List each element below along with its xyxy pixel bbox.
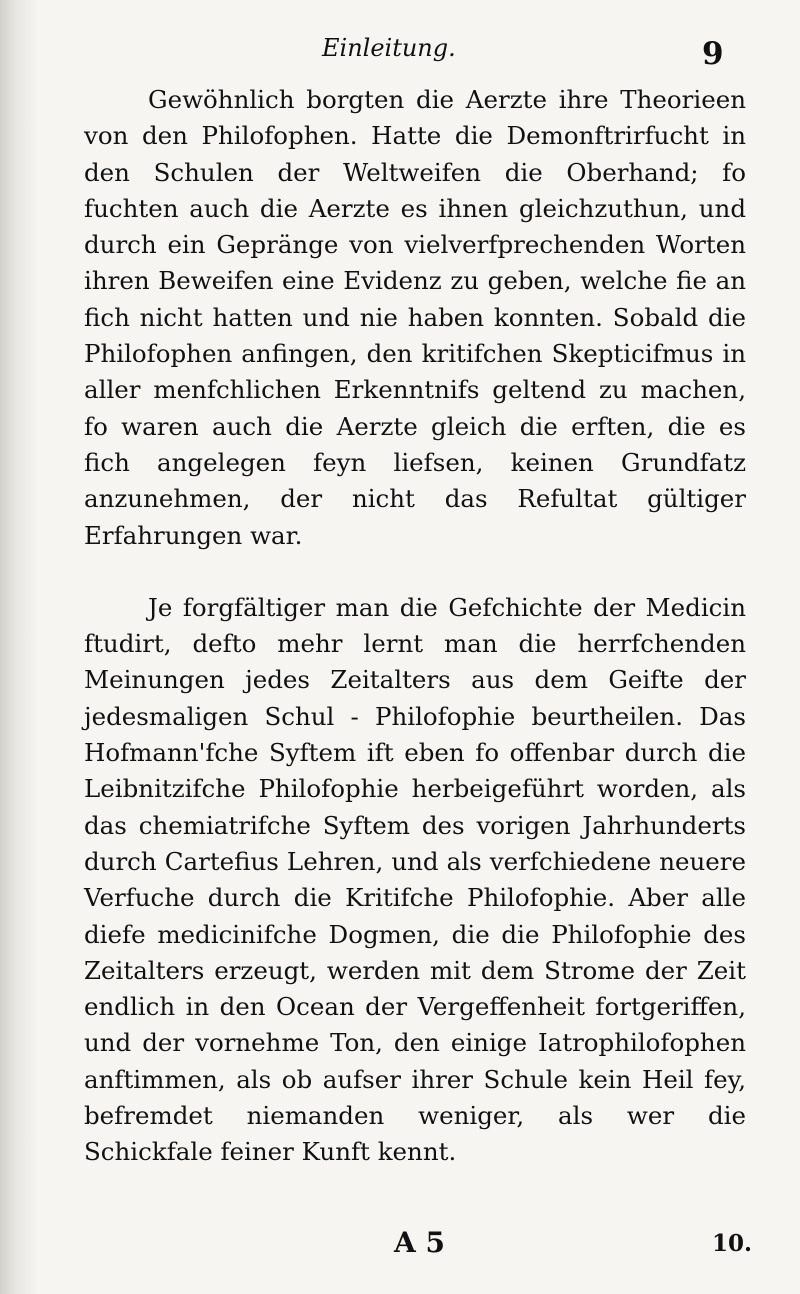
page-gutter-shadow (0, 0, 38, 1294)
signature-mark: A 5 (394, 1226, 445, 1259)
body-text (84, 82, 746, 1171)
paragraph-1: Gewöhnlich borgten die Aerzte ihre Theorieen von den Philofophen. Hatte die Demonftrirfucht in den Schulen der Weltweifen die Oberhand; fo fuchten auch die Aerzte es ihnen gleichzuthun, und durch ein Gepränge von vielverfprechenden Worten ihren Beweifen eine Evidenz zu geben, welche fie an fich nicht hatten und nie haben konnten. Sobald die Philofophen anfingen, den kritifchen Skepticifmus in aller menfchlichen Erkenntnifs geltend zu machen, fo waren auch die Aerzte gleich die erften, die es fich angelegen feyn liefsen, keinen Grundfatz anzunehmen, der nicht das Refultat gültiger Erfahrungen war. (84, 85, 746, 550)
page-header (0, 28, 800, 88)
catchword: 10. (712, 1230, 753, 1257)
running-head: Einleitung. (322, 34, 456, 62)
page-number: 9 (702, 36, 724, 72)
page-footer (0, 1226, 800, 1270)
paragraph-2: Je forgfältiger man die Gefchichte der Medicin ftudirt, defto mehr lernt man die herrfchenden Meinungen jedes Zeitalters aus dem Geifte der jedesmaligen Schul - Philofophie beurtheilen. Das Hofmann'fche Syftem ift eben fo offenbar durch die Leibnitzifche Philofophie herbeigeführt worden, als das chemiatrifche Syftem des vorigen Jahrhunderts durch Cartefius Lehren, und als verfchiedene neuere Verfuche durch die Kritifche Philofophie. Aber alle diefe medicinifche Dogmen, die die Philofophie des Zeitalters erzeugt, werden mit dem Strome der Zeit endlich in den Ocean der Vergeffenheit fortgeriffen, und der vornehme Ton, den einige Iatrophilofophen anftimmen, als ob aufser ihrer Schule kein Heil fey, befremdet niemanden weniger, als wer die Schickfale feiner Kunft kennt. (84, 592, 746, 1167)
